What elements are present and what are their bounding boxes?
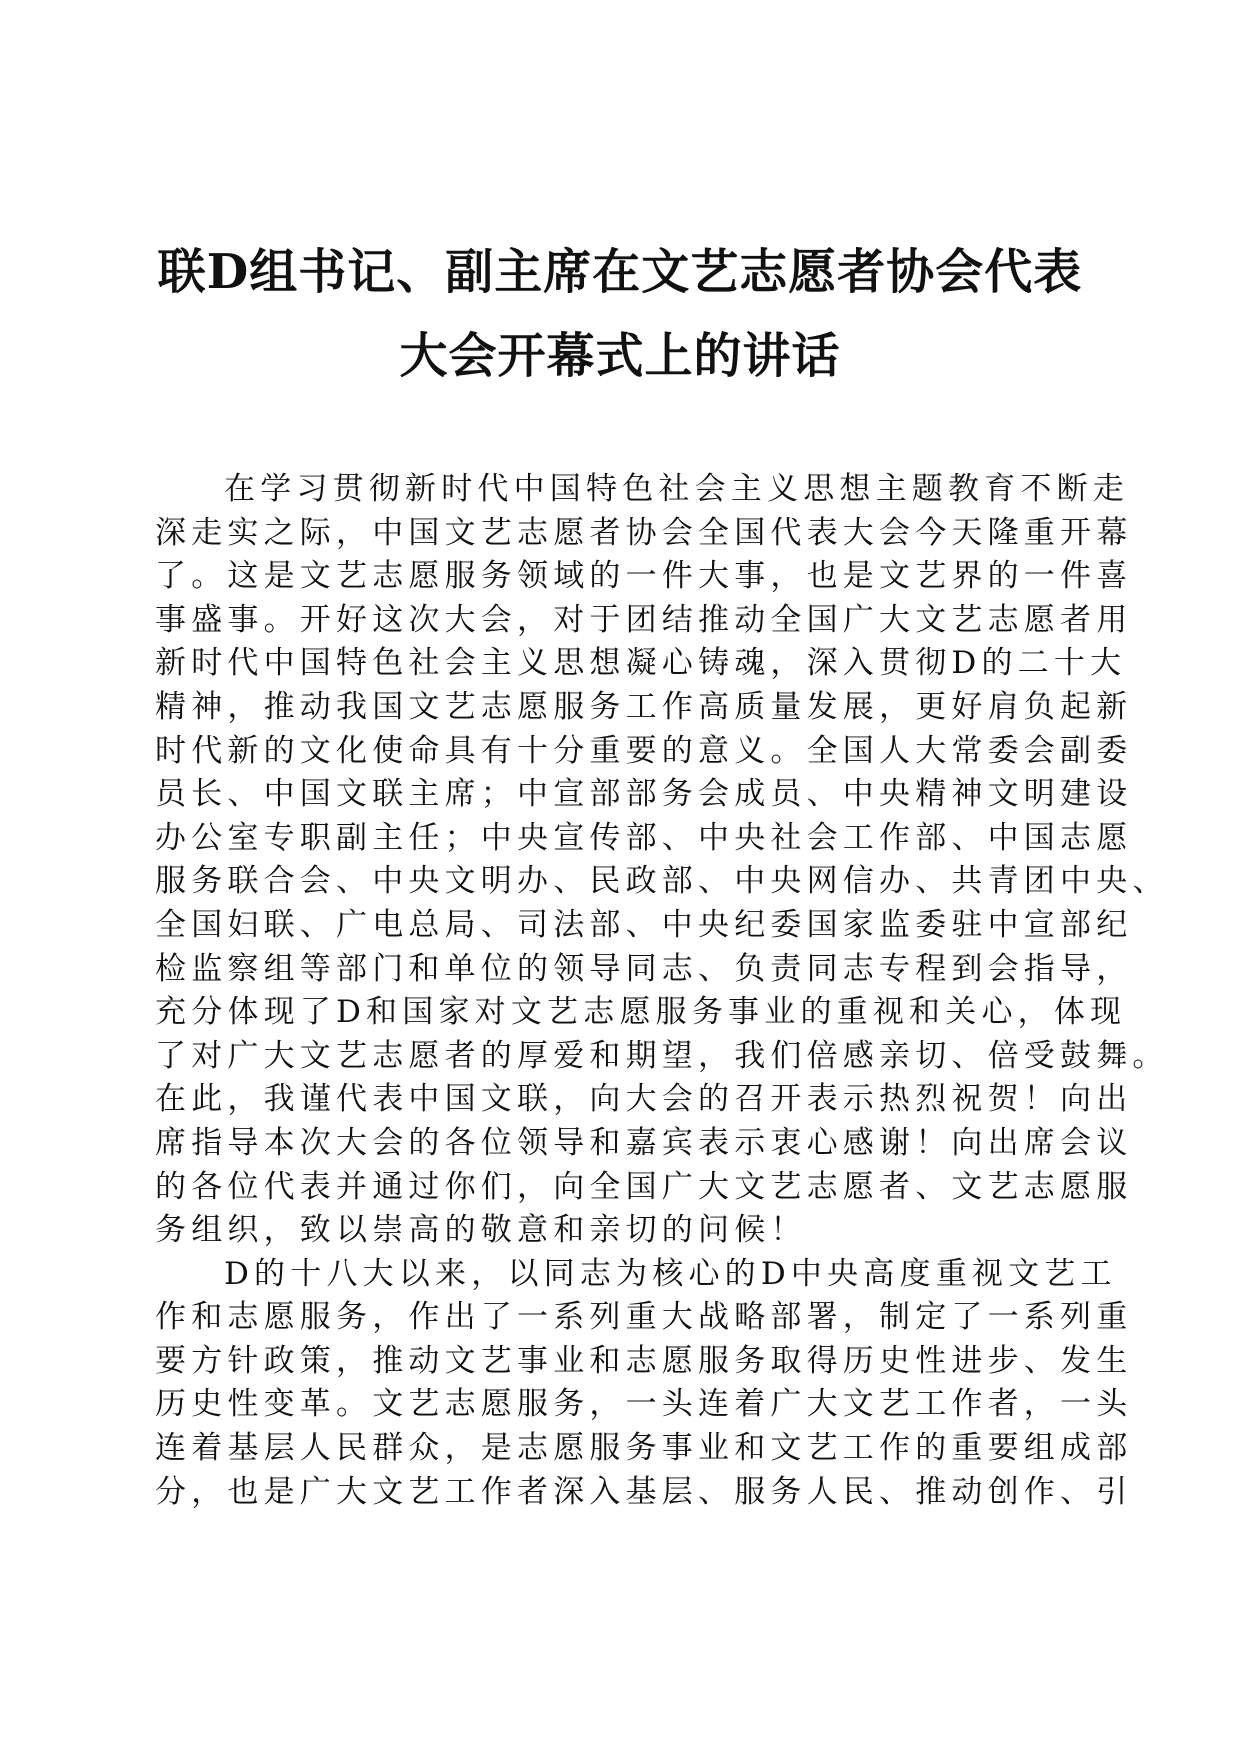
text-line: 席指导本次大会的各位领导和嘉宾表示衷心感谢！向出席会议 (155, 1124, 1133, 1161)
text-line: 检监察组等部门和单位的领导同志、负责同志专程到会指导， (155, 950, 1133, 987)
text-line: 新时代中国特色社会主义思想凝心铸魂，深入贯彻D的二十大 (155, 645, 1127, 682)
document-title-line-1: 联D组书记、副主席在文艺志愿者协会代表 (157, 244, 1083, 300)
text-line: 深走实之际，中国文艺志愿者协会全国代表大会今天隆重开幕 (155, 514, 1133, 551)
text-line: 全国妇联、广电总局、司法部、中央纪委国家监委驻中宣部纪 (155, 906, 1133, 943)
paragraph-1 (155, 468, 1169, 1253)
text-line: 作和志愿服务，作出了一系列重大战略部署，制定了一系列重 (155, 1299, 1133, 1336)
text-line: 事盛事。开好这次大会，对于团结推动全国广大文艺志愿者用 (155, 601, 1133, 638)
text-line: 办公室专职副主任；中央宣传部、中央社会工作部、中国志愿 (155, 819, 1133, 856)
text-line: 精神，推动我国文艺志愿服务工作高质量发展，更好肩负起新 (155, 688, 1133, 725)
text-line: 分，也是广大文艺工作者深入基层、服务人民、推动创作、引 (155, 1473, 1133, 1510)
text-line: 要方针政策，推动文艺事业和志愿服务取得历史性进步、发生 (155, 1342, 1133, 1379)
paragraph-2 (155, 1253, 1133, 1515)
text-line: 员长、中国文联主席；中宣部部务会成员、中央精神文明建设 (155, 776, 1133, 813)
text-line: 时代新的文化使命具有十分重要的意义。全国人大常委会副委 (155, 732, 1133, 769)
text-line: D的十八大以来，以同志为核心的D中央高度重视文艺工 (224, 1255, 1117, 1292)
text-line: 充分体现了D和国家对文艺志愿服务事业的重视和关心，体现 (155, 994, 1127, 1031)
document-title-line-2: 大会开幕式上的讲话 (399, 328, 841, 384)
text-line: 连着基层人民群众，是志愿服务事业和文艺工作的重要组成部 (155, 1430, 1133, 1467)
text-line: 在此，我谨代表中国文联，向大会的召开表示热烈祝贺！向出 (155, 1081, 1133, 1118)
document-body (155, 468, 1169, 1514)
text-line: 的各位代表并通过你们，向全国广大文艺志愿者、文艺志愿服 (155, 1168, 1133, 1205)
text-line: 了对广大文艺志愿者的厚爱和期望，我们倍感亲切、倍受鼓舞。 (155, 1037, 1169, 1074)
text-line: 了。这是文艺志愿服务领域的一件大事，也是文艺界的一件喜 (155, 558, 1133, 595)
text-line: 服务联合会、中央文明办、民政部、中央网信办、共青团中央、 (155, 863, 1169, 900)
text-line: 历史性变革。文艺志愿服务，一头连着广大文艺工作者，一头 (155, 1386, 1133, 1423)
text-line: 务组织，致以崇高的敬意和亲切的问候！ (155, 1212, 807, 1249)
text-line: 在学习贯彻新时代中国特色社会主义思想主题教育不断走 (224, 471, 1129, 507)
